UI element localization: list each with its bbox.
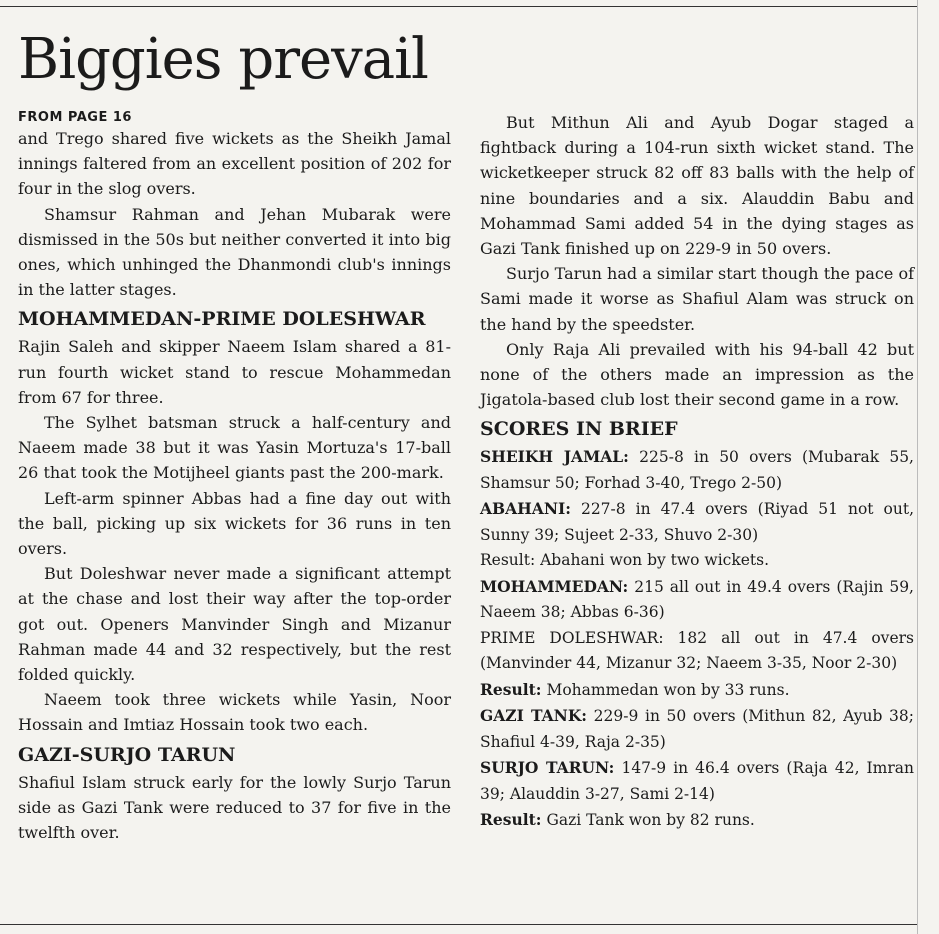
- headline: Biggies prevail: [18, 27, 428, 92]
- page-edge-rule: [917, 0, 918, 934]
- team-name: ABAHANI:: [480, 499, 571, 519]
- paragraph: Rajin Saleh and skipper Naeem Islam shared a 81-run fourth wicket stand to rescue Mohammedan from 67 for three.: [18, 337, 451, 407]
- score-line-gazi-tank: [480, 703, 914, 755]
- paragraph: Shamsur Rahman and Jehan Mubarak were dismissed in the 50s but neither converted it into big ones, which unhinged the Dhanmondi club's innings in the latter stages.: [18, 204, 451, 300]
- subheading-gazi-surjo-tarun: GAZI-SURJO TARUN: [18, 743, 236, 766]
- score-detail: 227-8 in 47.4 overs (Riyad 51 not out, Sunny 39; Sujeet 2-33, Shuvo 2-30): [480, 500, 914, 544]
- team-name: SHEIKH JAMAL:: [480, 447, 629, 467]
- result-gazi-tank: [480, 807, 914, 834]
- paragraph: Only Raja Ali prevailed with his 94-ball 42 but none of the others made an impression as the Jigatola-based club lost their second game in a row.: [480, 339, 914, 410]
- score-line-prime-doleshwar: [480, 626, 914, 677]
- score-detail: 182 all out in 47.4 overs (Manvinder 44, Mizanur 32; Naeem 3-35, Noor 2-30): [480, 628, 914, 673]
- paragraph: and Trego shared five wickets as the Sheikh Jamal innings faltered from an excellent position of 202 for four in the slog overs.: [18, 129, 451, 199]
- paragraph: The Sylhet batsman struck a half-century and Naeem made 38 but it was Yasin Mortuza's 17-ball 26 that took the Motijheel giants past the 200-mark.: [18, 413, 451, 483]
- result-text: Gazi Tank won by 82 runs.: [541, 811, 755, 830]
- scores-in-brief-heading: SCORES IN BRIEF: [480, 418, 678, 441]
- score-line-abahani: [480, 496, 914, 548]
- team-name: MOHAMMEDAN:: [480, 576, 629, 596]
- result-text: Mohammedan won by 33 runs.: [541, 680, 790, 699]
- score-line-surjo-tarun: [480, 755, 914, 807]
- paragraph: Left-arm spinner Abbas had a fine day out with the ball, picking up six wickets for 36 runs in ten overs.: [18, 488, 451, 559]
- score-detail: 215 all out in 49.4 overs (Rajin 59, Naeem 38; Abbas 6-36): [480, 577, 914, 622]
- left-column: [18, 110, 451, 845]
- result-label: Result:: [480, 679, 542, 699]
- right-column: [480, 110, 914, 834]
- result-label: Result:: [480, 810, 542, 830]
- bottom-rule: [0, 924, 917, 925]
- paragraph: Naeem took three wickets while Yasin, Noor Hossain and Imtiaz Hossain took two each.: [18, 690, 451, 735]
- score-detail: 225-8 in 50 overs (Mubarak 55, Shamsur 50; Forhad 3-40, Trego 2-50): [480, 448, 914, 492]
- result-mohammedan: [480, 677, 914, 704]
- paragraph: Shafiul Islam struck early for the lowly Surjo Tarun side as Gazi Tank were reduced to 37 for five in the twelfth over.: [18, 772, 451, 843]
- result-abahani: Result: Abahani won by two wickets.: [480, 551, 770, 570]
- score-detail: 229-9 in 50 overs (Mithun 82, Ayub 38; Shafiul 4-39, Raja 2-35): [480, 707, 914, 751]
- team-name: PRIME DOLESHWAR:: [480, 628, 664, 647]
- team-name: SURJO TARUN:: [480, 758, 615, 778]
- paragraph: Surjo Tarun had a similar start though the pace of Sami made it worse as Shafiul Alam was struck on the hand by the speedster.: [480, 264, 914, 334]
- score-line-sheikh-jamal: [480, 444, 914, 496]
- score-line-mohammedan: [480, 574, 914, 626]
- team-name: GAZI TANK:: [480, 706, 588, 726]
- subheading-mohammedan-prime-doleshwar: MOHAMMEDAN-PRIME DOLESHWAR: [18, 308, 426, 331]
- kicker-from-page: FROM PAGE 16: [18, 110, 132, 125]
- paragraph: But Mithun Ali and Ayub Dogar staged a fightback during a 104-run sixth wicket stand. The wicketkeeper struck 82 off 83 balls with the help of nine boundaries and a six. Alauddin Babu and Mohammad Sami added 54 in the dying stages as Gazi Tank finished up on 229-9 in 50 overs.: [480, 113, 914, 259]
- score-detail: 147-9 in 46.4 overs (Raja 42, Imran 39; Alauddin 3-27, Sami 2-14): [480, 759, 914, 803]
- top-rule: [0, 6, 917, 7]
- paragraph: But Doleshwar never made a significant attempt at the chase and lost their way after the top-order got out. Openers Manvinder Singh and Mizanur Rahman made 44 and 32 respectively, but the rest folded quickly.: [18, 564, 451, 685]
